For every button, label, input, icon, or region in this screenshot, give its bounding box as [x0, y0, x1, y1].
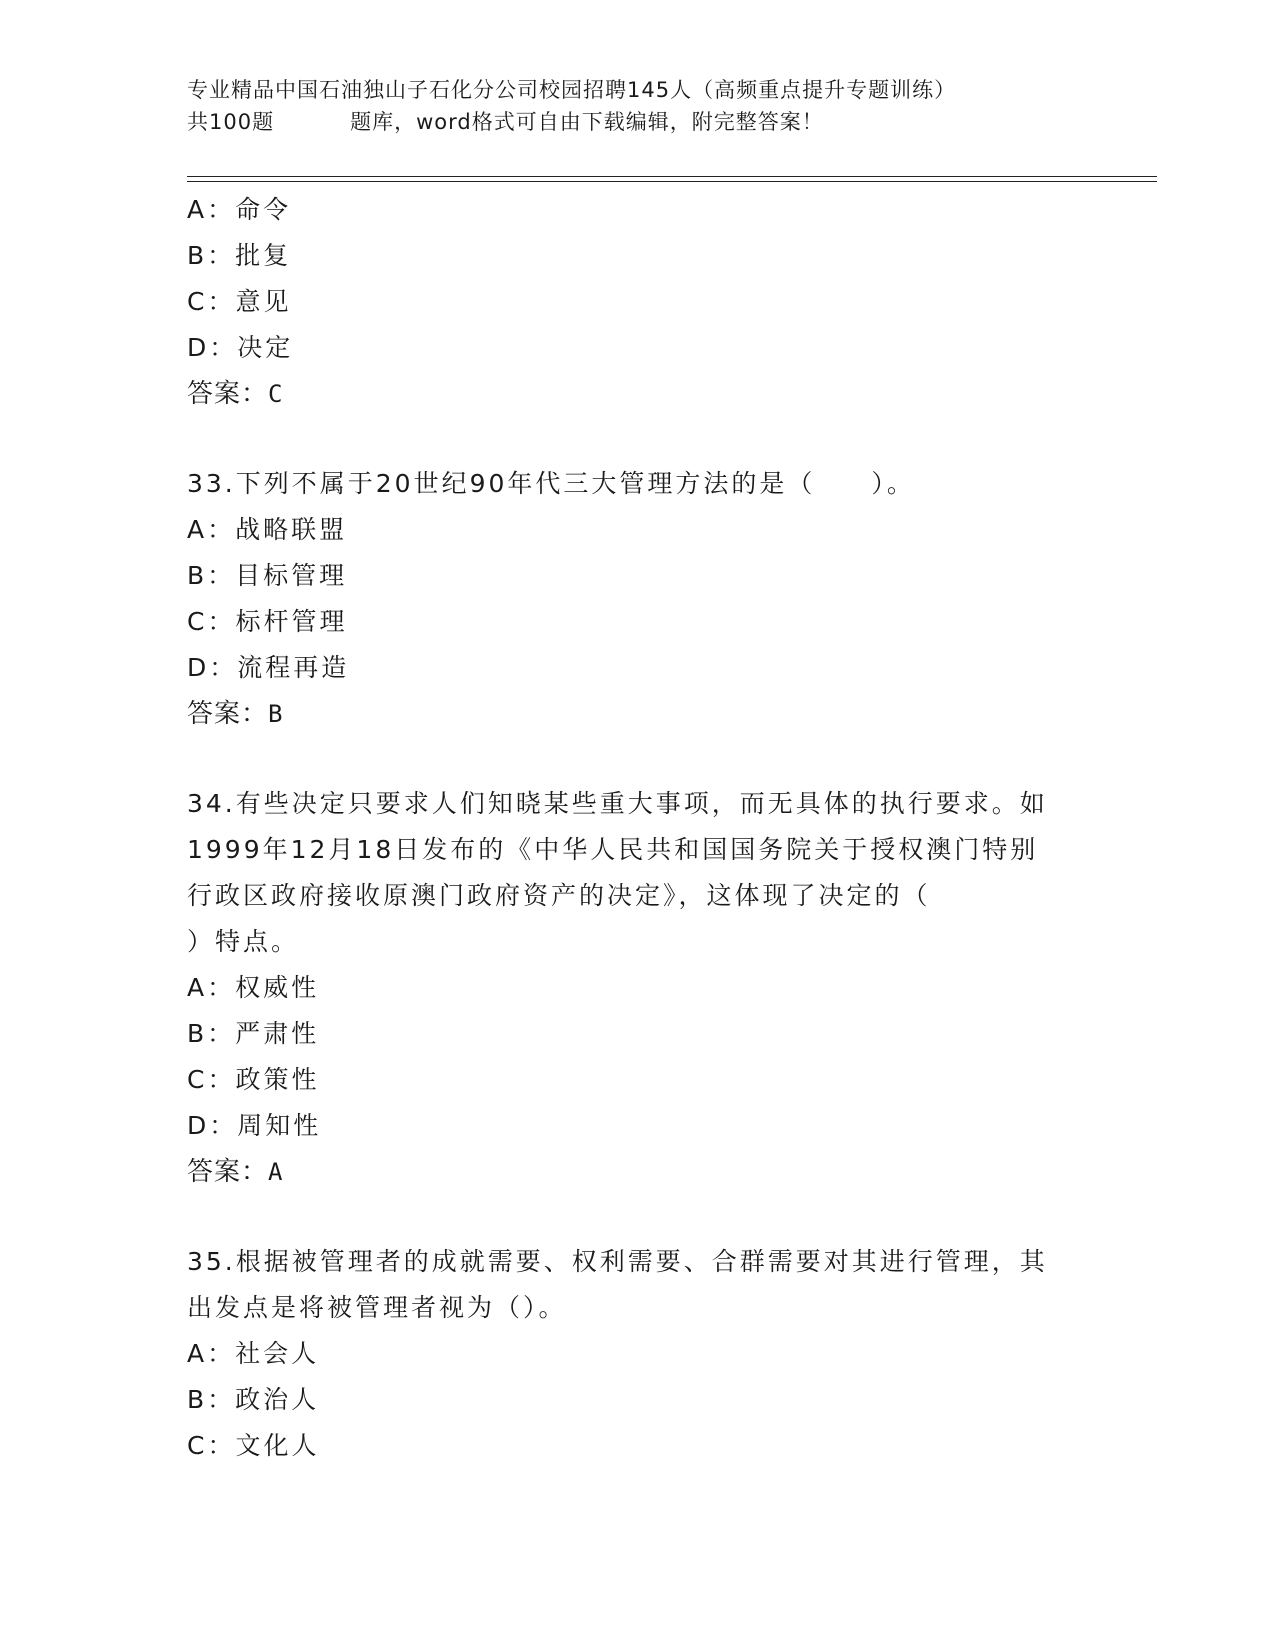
question-stem-line: 34.有些决定只要求人们知晓某些重大事项，而无具体的执行要求。如 [187, 789, 1048, 818]
question-stem-line: 行政区政府接收原澳门政府资产的决定》，这体现了决定的（ [187, 881, 931, 910]
option-d: D：决定 [187, 333, 294, 362]
header-divider-bottom [187, 181, 1157, 182]
answer [187, 691, 1087, 737]
answer [187, 371, 1087, 417]
document-header [187, 74, 1087, 138]
header-title: 专业精品中国石油独山子石化分公司校园招聘145人（高频重点提升专题训练） [187, 78, 957, 102]
answer-value: A [268, 1158, 284, 1186]
header-note: 题库，word格式可自由下载编辑，附完整答案！ [350, 110, 824, 134]
question-stem: 33.下列不属于20世纪90年代三大管理方法的是（ ）。 [187, 469, 915, 498]
option-c: C：标杆管理 [187, 607, 348, 636]
option-c: C：意见 [187, 287, 292, 316]
option-a: A：战略联盟 [187, 515, 348, 544]
question-list [187, 187, 1087, 1469]
answer-value: B [268, 700, 284, 728]
option-a: A：命令 [187, 195, 292, 224]
header-divider-top [187, 176, 1157, 177]
answer-label: 答案： [187, 1157, 269, 1187]
option-c: C：政策性 [187, 1065, 320, 1094]
question-35 [187, 1239, 1087, 1469]
option-a: A：权威性 [187, 973, 320, 1002]
option-b: B：严肃性 [187, 1019, 320, 1048]
answer-label: 答案： [187, 699, 269, 729]
option-c: C：文化人 [187, 1431, 320, 1460]
answer-value: C [268, 380, 284, 408]
question-stem-line: 35.根据被管理者的成就需要、权利需要、合群需要对其进行管理，其 [187, 1247, 1048, 1276]
option-b: B：目标管理 [187, 561, 348, 590]
question-prev [187, 187, 1087, 417]
question-stem-line: 1999年12月18日发布的《中华人民共和国国务院关于授权澳门特别 [187, 835, 1039, 864]
question-stem-line: ）特点。 [187, 927, 300, 956]
header-count: 共100题 [187, 110, 275, 134]
answer [187, 1149, 1087, 1195]
option-b: B：政治人 [187, 1385, 320, 1414]
question-stem-line: 出发点是将被管理者视为（）。 [187, 1293, 567, 1322]
option-a: A：社会人 [187, 1339, 320, 1368]
answer-label: 答案： [187, 379, 269, 409]
option-d: D：流程再造 [187, 653, 350, 682]
option-b: B：批复 [187, 241, 292, 270]
question-33 [187, 461, 1087, 737]
option-d: D：周知性 [187, 1111, 322, 1140]
question-34 [187, 781, 1087, 1195]
header-subtitle [187, 106, 1087, 138]
